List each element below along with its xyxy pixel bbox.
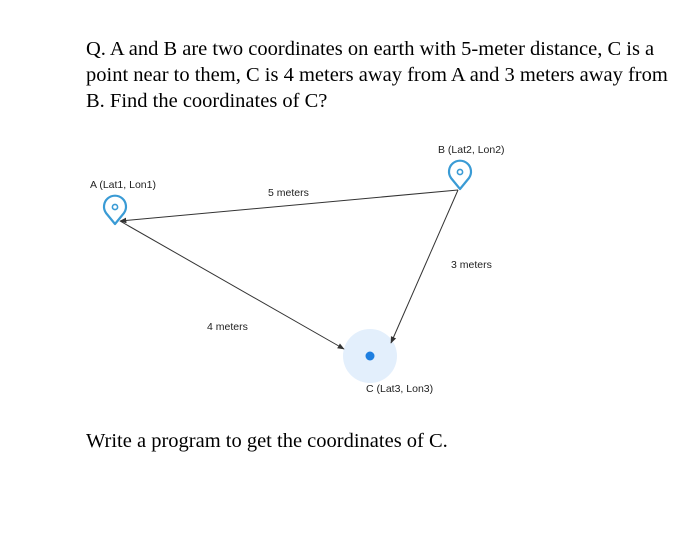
question-text: Q. A and B are two coordinates on earth with 5-meter distance, C is a point near to them, C is 4 meters away from A and 3 meters away from B. Find the coordinates of C? <box>86 38 668 112</box>
point-c-label: C (Lat3, Lon3) <box>366 383 434 395</box>
edge-b-to-c <box>391 190 458 343</box>
bc-distance-label: 3 meters <box>451 259 492 271</box>
point-a-label: A (Lat1, Lon1) <box>90 179 156 191</box>
instruction-text: Write a program to get the coordinates of C. <box>86 430 448 452</box>
point-b-label: B (Lat2, Lon2) <box>438 144 505 156</box>
ac-distance-label: 4 meters <box>207 321 248 333</box>
point-c-dot <box>366 352 375 361</box>
location-pin-b-icon <box>449 161 471 189</box>
location-pin-a-icon <box>104 196 126 224</box>
ab-distance-label: 5 meters <box>268 187 309 199</box>
